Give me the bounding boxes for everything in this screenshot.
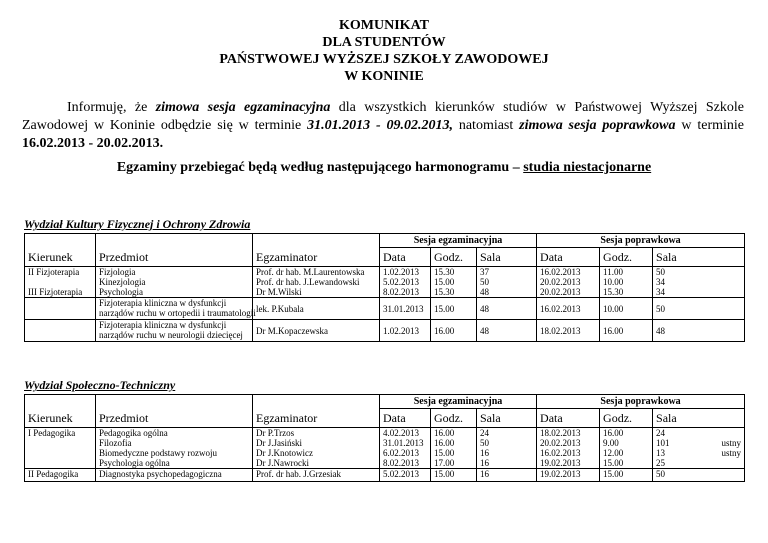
col-egzaminator: Egzaminator [253, 248, 380, 267]
exam-time: 16.00 [434, 428, 455, 438]
exam-date: 5.02.2013 [380, 469, 431, 482]
exam-time: 17.00 [434, 458, 455, 468]
examiner: Prof. dr hab. J.Grzesiak [253, 469, 380, 482]
retake-date: 18.02.2013 [540, 428, 581, 438]
retake-room: 50 [653, 298, 745, 320]
retake-room: 48 [653, 320, 745, 342]
exam-room: 16 [480, 448, 489, 458]
subject [96, 298, 256, 320]
col-psala: Sala [653, 248, 745, 267]
col-pgodz: Godz. [600, 248, 653, 267]
announcement-heading [0, 17, 768, 85]
egzaminator-cell [253, 428, 380, 469]
col-pgodz: Godz. [600, 409, 653, 428]
exam-room: 24 [480, 428, 489, 438]
subject: Fizjologia [99, 267, 136, 277]
retake-date: 18.02.2013 [537, 320, 600, 342]
exam-room: 48 [477, 298, 537, 320]
intro-text-3: natomiast [452, 118, 520, 133]
col-kierunek: Kierunek [25, 409, 96, 428]
intro-term-2: zimowa sesja poprawkowa [519, 118, 676, 133]
kierunek-value: I Pedagogika [28, 428, 76, 438]
examiner: Prof. dr hab. J.Lewandowski [256, 277, 360, 287]
schedule-prefix: Egzaminy przebiegać będą według następującego harmonogramu – [116, 160, 524, 175]
subject: Diagnostyka psychopedagogiczna [96, 469, 253, 482]
retake-time: 12.00 [603, 448, 624, 458]
examiner: Dr P.Trzos [256, 428, 295, 438]
col-data: Data [380, 248, 431, 267]
exam-date: 1.02.2013 [380, 320, 431, 342]
examiner: Dr M.Kopaczewska [253, 320, 380, 342]
retake-date: 16.02.2013 [540, 448, 581, 458]
retake-room: 13 [656, 448, 666, 458]
retake-time: 10.00 [600, 298, 653, 320]
retake-time: 9.00 [603, 438, 619, 448]
heading-line-2: DLA STUDENTÓW [322, 35, 446, 50]
retake-room: 101 [656, 438, 670, 448]
exam-time: 15.30 [434, 287, 455, 297]
exam-time: 15.00 [434, 448, 455, 458]
exam-time: 16.00 [434, 438, 455, 448]
faculty-1-table [24, 233, 745, 342]
intro-date-2: 16.02.2013 - 20.02.2013. [22, 136, 164, 151]
exam-room: 16 [480, 458, 489, 468]
col-godz: Godz. [431, 409, 477, 428]
retake-time: 15.30 [603, 287, 624, 297]
retake-room: 50 [656, 267, 666, 277]
subject-line: Fizjoterapia kliniczna w dysfunkcji [99, 298, 227, 308]
kierunek-value: II Pedagogika [25, 469, 96, 482]
kierunek-value: II Fizjoterapia [28, 267, 80, 277]
col-pdata: Data [537, 409, 600, 428]
exam-room: 50 [480, 277, 489, 287]
col-przedmiot: Przedmiot [96, 248, 253, 267]
retake-date: 19.02.2013 [537, 469, 600, 482]
subject: Pedagogika ogólna [99, 428, 168, 438]
przedmiot-cell [96, 267, 253, 298]
col-godz: Godz. [431, 248, 477, 267]
retake-note: ustny [721, 448, 742, 458]
intro-text-2: dla wszystkich kierunków studiów w Państwowej Wyższej Szkole Zawodowej w Koninie odbędzie się w terminie [22, 100, 744, 133]
poprawkowa-header: Sesja poprawkowa [537, 234, 745, 248]
retake-date: 20.02.2013 [540, 287, 581, 297]
examiner: Dr J.Knotowicz [256, 448, 313, 458]
col-przedmiot: Przedmiot [96, 409, 253, 428]
heading-line-3: PAŃSTWOWEJ WYŻSZEJ SZKOŁY ZAWODOWEJ [219, 52, 549, 67]
faculty-2-table [24, 394, 745, 482]
exam-date: 8.02.2013 [383, 458, 419, 468]
retake-time: 16.00 [603, 428, 624, 438]
exam-date: 6.02.2013 [383, 448, 419, 458]
exam-time: 16.00 [431, 320, 477, 342]
subject-line: narządów ruchu w neurologii dziecięcej [99, 330, 243, 340]
exam-date: 4.02.2013 [383, 428, 419, 438]
retake-room: 34 [656, 277, 666, 287]
exam-room: 16 [477, 469, 537, 482]
exam-room: 48 [480, 287, 489, 297]
intro-date-1: 31.01.2013 - 09.02.2013, [307, 118, 453, 133]
examiner: Dr J.Nawrocki [256, 458, 309, 468]
exam-date: 31.01.2013 [383, 438, 424, 448]
kierunek-cell [25, 267, 96, 298]
heading-line-1: KOMUNIKAT [339, 18, 429, 33]
schedule-suffix: studia niestacjonarne [523, 160, 652, 175]
exam-time: 15.00 [434, 277, 455, 287]
retake-date: 20.02.2013 [540, 277, 581, 287]
subject [96, 320, 253, 342]
examiner: lek. P.Kubala [253, 298, 380, 320]
kierunek-cell [25, 428, 96, 469]
col-kierunek: Kierunek [25, 248, 96, 267]
retake-date: 16.02.2013 [540, 267, 581, 277]
exam-time: 15.00 [431, 298, 477, 320]
exam-room: 37 [480, 267, 489, 277]
retake-time: 16.00 [600, 320, 653, 342]
retake-time: 15.00 [600, 469, 653, 482]
col-data: Data [380, 409, 431, 428]
col-pdata: Data [537, 248, 600, 267]
intro-text-1: Informuję, że [67, 100, 156, 115]
examiner: Dr M.Wilski [256, 287, 302, 297]
kierunek-value: III Fizjoterapia [28, 287, 83, 297]
faculty-1-title: Wydział Kultury Fizycznej i Ochrony Zdrowia [24, 217, 251, 231]
intro-text-4: w terminie [675, 118, 744, 133]
poprawkowa-header: Sesja poprawkowa [537, 395, 745, 409]
exam-room: 50 [480, 438, 489, 448]
examiner: Prof. dr hab. M.Laurentowska [256, 267, 365, 277]
intro-paragraph [22, 99, 744, 153]
examiner: Dr J.Jasiński [256, 438, 303, 448]
subject: Biomedyczne podstawy rozwoju [99, 448, 217, 458]
retake-room: 50 [653, 469, 745, 482]
retake-time: 15.00 [603, 458, 624, 468]
exam-time: 15.00 [431, 469, 477, 482]
retake-date: 16.02.2013 [537, 298, 600, 320]
subject: Kinezjologia [99, 277, 146, 287]
retake-time: 10.00 [603, 277, 624, 287]
faculty-2-title: Wydział Społeczno-Techniczny [24, 378, 176, 392]
retake-date: 19.02.2013 [540, 458, 581, 468]
col-psala: Sala [653, 409, 745, 428]
egzaminator-cell [253, 267, 380, 298]
retake-room: 24 [656, 428, 666, 438]
retake-room: 25 [656, 458, 666, 468]
retake-date: 20.02.2013 [540, 438, 581, 448]
col-sala: Sala [477, 248, 537, 267]
exam-time: 15.30 [434, 267, 455, 277]
intro-term-1: zimowa sesja egzaminacyjna [155, 100, 331, 115]
subject: Psychologia [99, 287, 143, 297]
exam-date: 8.02.2013 [383, 287, 419, 297]
retake-time: 11.00 [603, 267, 623, 277]
schedule-heading [0, 160, 768, 176]
col-sala: Sala [477, 409, 537, 428]
exam-date: 1.02.2013 [383, 267, 419, 277]
retake-note: ustny [721, 438, 742, 448]
sesja-header: Sesja egzaminacyjna [380, 234, 537, 248]
exam-date: 5.02.2013 [383, 277, 419, 287]
subject-line: Fizjoterapia kliniczna w dysfunkcji [99, 320, 227, 330]
exam-date: 31.01.2013 [380, 298, 431, 320]
retake-room: 34 [656, 287, 666, 297]
subject: Filozofia [99, 438, 132, 448]
heading-line-4: W KONINIE [344, 69, 424, 84]
col-egzaminator: Egzaminator [253, 409, 380, 428]
exam-room: 48 [477, 320, 537, 342]
przedmiot-cell [96, 428, 253, 469]
sesja-header: Sesja egzaminacyjna [380, 395, 537, 409]
subject-line: narządów ruchu w ortopedii i traumatologii [99, 308, 256, 318]
subject: Psychologia ogólna [99, 458, 170, 468]
